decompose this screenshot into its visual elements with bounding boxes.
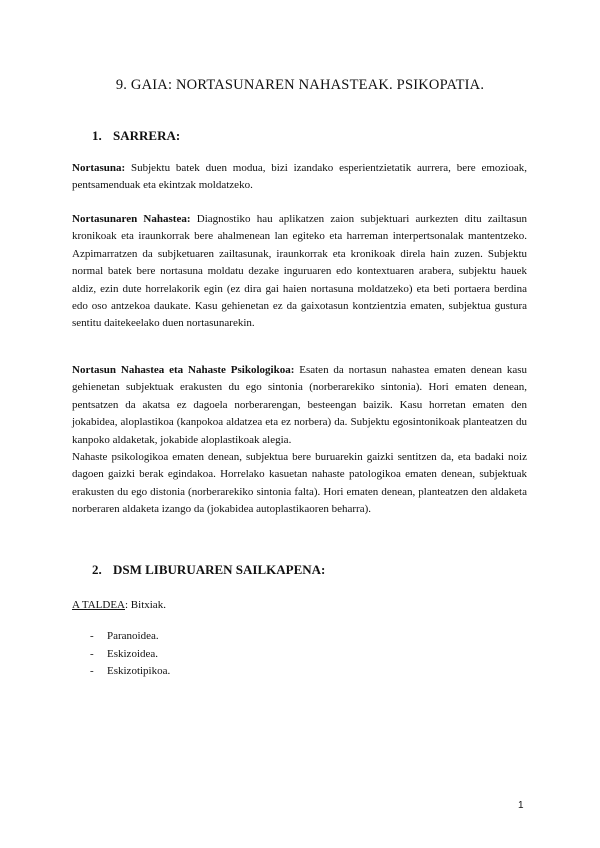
paragraph-nortasunaren-nahastea: [72, 211, 527, 333]
paragraph-nortasuna: [72, 160, 527, 195]
section-number: 1.: [92, 128, 102, 143]
list-item-text: Eskizoidea.: [107, 647, 159, 660]
definition-nortasuna: Subjektu batek duen modua, bizi izandako esperientzietatik aurrera, bere emozioak, pentsamenduak eta ekintzak moldatzeko.: [72, 162, 527, 192]
paragraph-nahaste-psikologikoa: [72, 362, 527, 519]
section-title: SARRERA:: [113, 128, 181, 143]
term-nortasuna: Nortasuna:: [72, 162, 126, 174]
section-heading-sarrera: [92, 128, 180, 144]
term-nortasunaren-nahastea: Nortasunaren Nahastea:: [72, 213, 191, 225]
group-a-suffix: : Bitxiak.: [125, 599, 166, 611]
page-number: 1: [518, 800, 524, 811]
list-item-text: Eskizotipikoa.: [107, 665, 171, 677]
group-a-list: [90, 628, 170, 681]
page-title: 9. GAIA: NORTASUNAREN NAHASTEAK. PSIKOPATIA.: [115, 77, 485, 93]
list-item: [90, 628, 170, 646]
list-dash: -: [90, 647, 94, 660]
term-nahaste-psikologikoa: Nortasun Nahastea eta Nahaste Psikologikoa:: [72, 364, 295, 376]
group-a-title: A TALDEA: [72, 599, 125, 611]
section-title: DSM LIBURUAREN SAILKAPENA:: [113, 562, 326, 577]
section-heading-dsm: [92, 562, 325, 578]
list-item-text: Paranoidea.: [107, 630, 159, 642]
list-item: [90, 663, 170, 681]
definition-nortasunaren-nahastea: Diagnostiko hau aplikatzen zaion subjektuari aurkezten ditu zailtasun kronikoak eta iraunkorrak bere ahalmenean lan egiteko eta harreman interpertsonalak mantentzeko. Azpimarratzen da subjketuaren zailtasunak, iraunkorrak eta kronikoak direla hain zuzen. Subjektu normal batek bere nortasuna moldatu dezake inguruaren edo kontextuaren arabera, subjektu hauek aldiz, ezin dute horrelakorik egin (ez dira gai haien nortasuna moldatzeko) eta beti portaera berdina edo oso antzekoa daukate. Kasu gehienetan ez da gaixotasun kontzientzia ematen, subjektua gustura sentitu daitekeelako duen nortasunarekin.: [72, 213, 527, 330]
definition-nahaste-psikologikoa: Esaten da nortasun nahastea ematen denean kasu gehienetan subjektuak erakusten du ego sintonia (norberarekiko sintonia). Hori ematen denean, pentsatzen da akatsa ez dagoela norberarengan, besteengan baizik. Kasu horretan ematen den jokabidea, aloplastikoa (kanpokoa aldatzea eta ez norbera) da. Subjektu egosintonikoak planteatzen du kanpoko aldaketak, jokabide aloplastikoak alegia.: [72, 364, 527, 446]
list-dash: -: [90, 665, 94, 677]
section-number: 2.: [92, 562, 102, 577]
group-a-label: [72, 597, 166, 613]
list-item: [90, 646, 170, 664]
list-dash: -: [90, 630, 94, 642]
paragraph-nahaste-psikologikoa-cont: Nahaste psikologikoa ematen denean, subjektua bere buruarekin gaizki sentitzen da, eta badaki noiz dagoen gaizki berak egindakoa. Horrelako kasuetan nahaste patologikoa ematen denean, subjektuak erakusten du ego distonia (norberarekiko sintonia falta). Hori ematen denean, planteatzen den aldaketa norberaren aldaketa izango da (jokabidea autoplastikaoren beharra).: [72, 451, 527, 516]
